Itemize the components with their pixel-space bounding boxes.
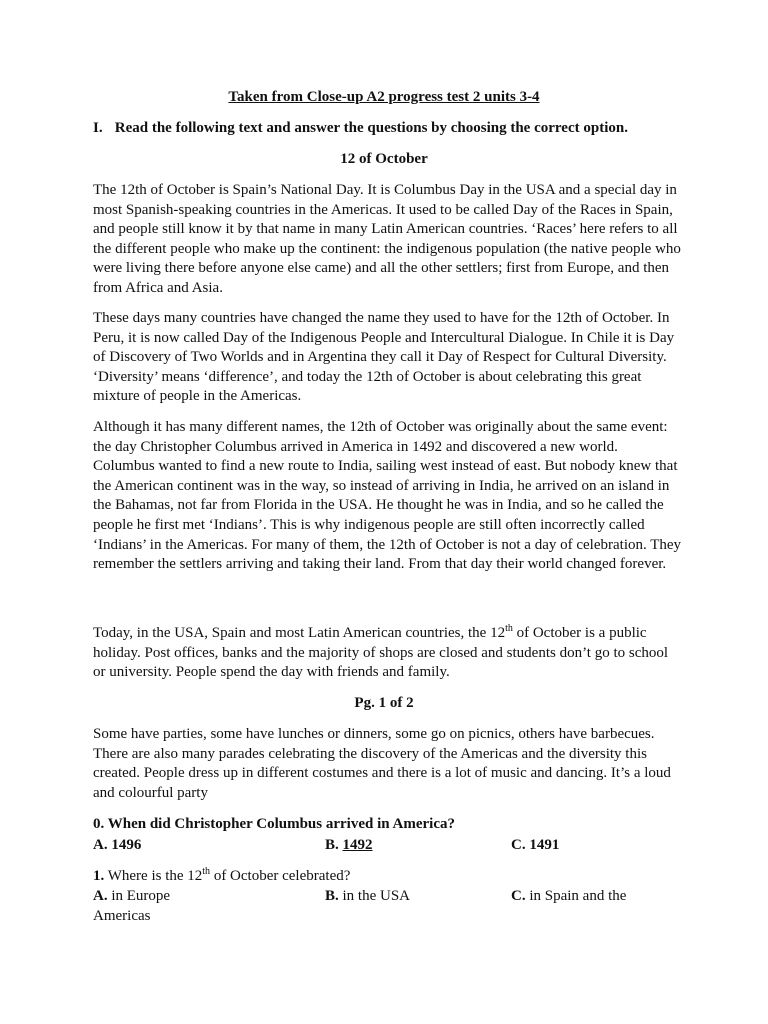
question-0-option-c: C. 1491 <box>511 836 560 853</box>
article-paragraph-4 <box>93 624 683 683</box>
option-b-letter: B. <box>325 887 339 904</box>
question-1-options <box>93 887 683 924</box>
question-1-superscript: th <box>202 866 211 877</box>
question-0-stem: 0. When did Christopher Columbus arrived in America? <box>93 816 455 832</box>
p4-superscript: th <box>505 623 513 634</box>
article-paragraph-3-part-1: Although it has many different names, the 12th of October was originally about the same event: the day Christopher Columbus arrived in America in 1492 and discovered a new world. <box>93 419 668 455</box>
question-0-options <box>93 836 683 856</box>
page-indicator: Pg. 1 of 2 <box>354 695 414 711</box>
option-b-prefix: B. <box>325 836 343 853</box>
article-paragraph-2: These days many countries have changed the name they used to have for the 12th of October. In Peru, it is now called Day of the Indigenous People and Intercultural Dialogue. In Chile it is Day of Discovery of Two Worlds and in Argentina they call it Day of Respect for Cultural Diversity. ‘Diversity’ means ‘difference’, and today the 12th of October is about celebrating this great mixture of people in the Americas. <box>93 310 675 405</box>
article-paragraph-1: The 12th of October is Spain’s National Day. It is Columbus Day in the USA and a special day in most Spanish-speaking countries in the Americas. It used to be called Day of the Races in Spain, and people still know it by that name in many Latin American countries. ‘Races’ here refers to all the different people who make up the continent: the indigenous population (the native people who were living there before anyone else came) and all the other settlers; first from Europe, and then from Africa and Asia. <box>93 182 681 296</box>
question-0 <box>93 815 683 856</box>
p4-text-before: Today, in the USA, Spain and most Latin American countries, the 12 <box>93 625 506 641</box>
section-instruction-text: Read the following text and answer the questions by choosing the correct option. <box>114 120 628 136</box>
question-1-stem <box>93 867 683 887</box>
option-c-text: in Spain and the <box>525 887 627 904</box>
question-0-option-b <box>325 836 373 856</box>
question-1-option-a <box>93 887 170 907</box>
question-1-number: 1. <box>93 868 105 884</box>
question-1-option-b <box>325 887 410 907</box>
article-paragraph-3 <box>93 418 683 575</box>
option-c-letter: C. <box>511 887 526 904</box>
question-1-text-after: of October celebrated? <box>210 868 351 884</box>
section-number: I. <box>93 120 103 136</box>
article-title: 12 of October <box>340 151 428 167</box>
option-a-text: in Europe <box>107 887 171 904</box>
question-0-option-a: A. 1496 <box>93 836 142 853</box>
section-instruction <box>93 119 693 139</box>
option-b-text: in the USA <box>338 887 411 904</box>
document-source-title: Taken from Close-up A2 progress test 2 units 3-4 <box>228 89 540 105</box>
p4-text-after: of October is a public holiday. Post offices, banks and the majority of shops are closed and students don’t go to school or university. People spend the day with friends and family. <box>93 625 669 681</box>
question-1-option-c <box>511 887 626 907</box>
article-paragraph-5: Some have parties, some have lunches or dinners, some go on picnics, others have barbecues. There are also many parades celebrating the discovery of the Americas and the diversity this created. People dress up in different costumes and there is a lot of music and dancing. It’s a loud and colourful party <box>93 726 671 801</box>
article-paragraph-3-part-2: Columbus wanted to find a new route to India, sailing west instead of east. But nobody knew that the American continent was in the way, so instead of arriving in India, he arrived on an island in the Bahamas, not far from Florida in the USA. He thought he was in India, and so he called the people he first met ‘Indians’. This is why indigenous people are still often incorrectly called ‘Indians’ in the Americas. For many of them, the 12th of October is not a day of celebration. They remember the settlers arriving and taking their land. From that day their world changed forever. <box>93 458 682 573</box>
option-c-text-continued: Americas <box>93 907 151 924</box>
option-a-letter: A. <box>93 887 108 904</box>
question-1 <box>93 866 683 924</box>
option-b-answer-underlined: 1492 <box>342 836 373 853</box>
question-1-text-before: Where is the 12 <box>104 868 203 884</box>
